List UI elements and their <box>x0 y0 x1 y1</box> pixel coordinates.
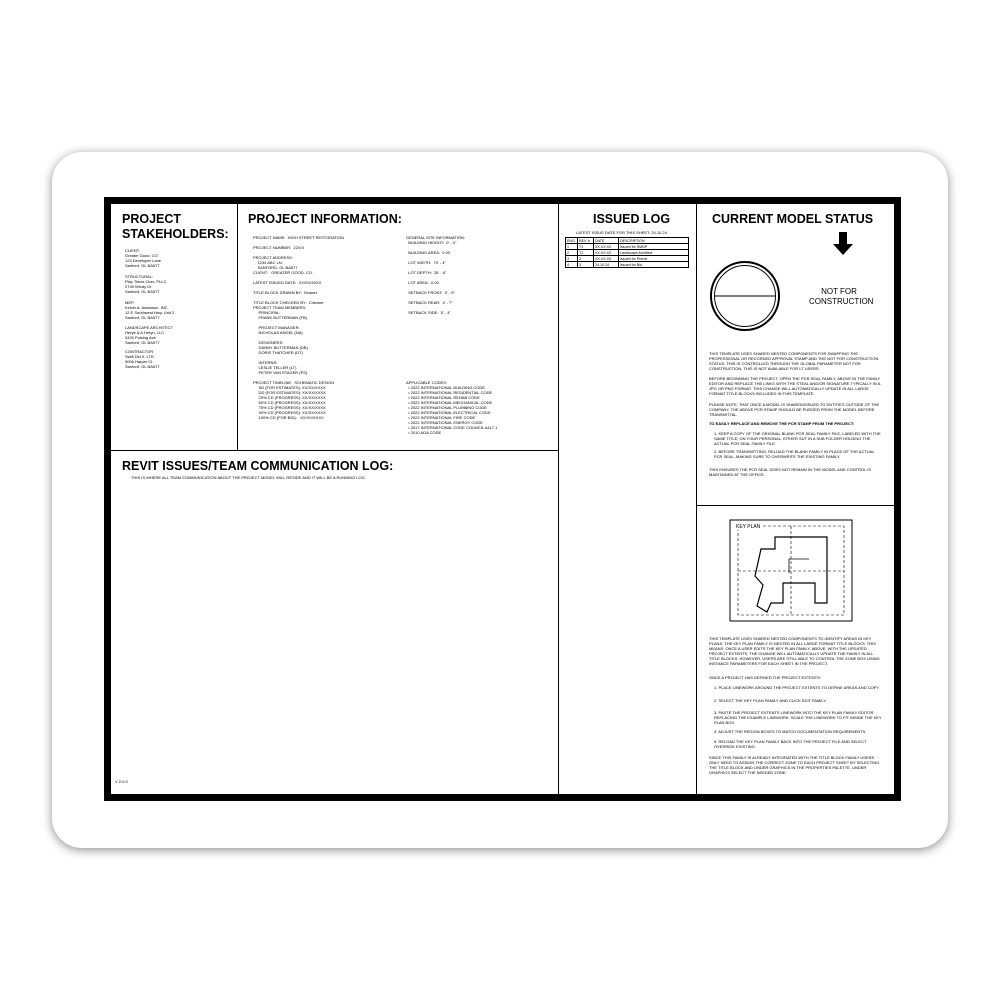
table-header: ENG <box>566 238 578 244</box>
table-cell: 3 <box>566 256 578 262</box>
key-plan-note: 4. ADJUST THE REGION BOXES TO MATCH DOCUMENTATION REQUIREMENTS. <box>714 729 867 734</box>
stakeholders-title-line1: PROJECT <box>122 212 182 226</box>
table-cell: 3 <box>578 256 594 262</box>
model-status-title: CURRENT MODEL STATUS <box>712 212 874 226</box>
issued-log-title: ISSUED LOG <box>593 212 671 226</box>
table-cell: XX.XX.XX <box>594 256 619 262</box>
table-cell: Issued for SMDP <box>619 244 689 250</box>
stakeholder-landscape: LANDSCAPE ARCHITECT Herye & A Heryn, LLC 3420 Pulsing Ave Sanford, GL BA577 <box>125 325 174 345</box>
table-cell: Issued for Permit <box>619 256 689 262</box>
divider-status-horizontal <box>696 505 894 506</box>
divider-info <box>558 204 559 794</box>
model-status-note: 1. KEEP A COPY OF THE ORIGINAL BLANK PCR SEAL FAMILY FILE, LABELED WITH THE SAME TITLE, ON YOUR PERSONAL, EITHER SUT IN A SUB FOLDER HOLDING THE ACTUAL PCR SEAL FAMILY FILE. <box>714 431 881 446</box>
applicable-codes: APPLICABLE CODES: • 2022 INTERNATIONAL BUILDING CODE • 2022 INTERNATIONAL RESIDENTIAL CODE • 2022 INTERNATIONAL REHAB CODE • 2022 INTERNATIONAL MECHANICAL CODE • 2022 INTERNATIONAL PLUMBING CODE • 2022 INTERNATIONAL ELECTRICAL CODE • 2022 INTERNATIONAL FIRE CODE • 2022 INTERNATIONAL ENERGY CODE • 2017 INTERNATIONAL CODE COUNCIL A117.1 • 2010 ADA CODE <box>406 380 498 435</box>
key-plan-label: KEY PLAN <box>736 524 761 530</box>
model-status-note: BEFORE BEGINNING THE PROJECT, OPEN THE PCR SEAL FAMILY, ABOVE IN THE FAMILY EDITOR AND REPLACE THE LINKS WITH THE STEAL AND/OR SIGNATURE TYPICALLY IN A JPG OR PNG FORMAT. THIS CHANGE WILL AUTOMATICALLY UPDATE IN ALL LARGE FORMAT TITLE BLOCKS INCLUDED IN THIS TEMPLATE. <box>709 376 881 396</box>
stakeholder-mep: MEP: Kelvin A. Adamson, INC 12 E Southwest Hwy, Unit 2 Sanford, GL BA577 <box>125 300 175 320</box>
project-info-title: PROJECT INFORMATION: <box>248 212 402 226</box>
stakeholder-client: CLIENT: Greater Good, CO 123 Developer Lane Sanford, GL BA577 <box>125 248 162 268</box>
seal-stamp-icon <box>709 260 781 332</box>
version-label: V 2.0.0 <box>115 779 128 784</box>
divider-log <box>696 204 697 794</box>
table-row <box>566 262 689 268</box>
table-cell: 3 <box>578 262 594 268</box>
table-cell: XX.XX.XX <box>594 250 619 256</box>
model-status-note: TO EASILY REPLACE AND REMOVE THE PCR STAMP FROM THE PROJECT: <box>709 421 855 426</box>
table-header: REV. # <box>578 238 594 244</box>
key-plan-note: THIS TEMPLATE USES SHARED NESTED COMPONENTS TO IDENTIFY AREAS IN KEY PLANS. THE KEY PLAN FAMILY IS NESTED IN ALL LARGE FORMAT TITLE BLOCKS. THIS MEANS, ONCE A USER EDITS THE KEY PLAN FAMILY, ABOVE, WITH THE UPDATED PROJECT EXTENTS, THE CHANGE WILL AUTOMATICALLY UPDATE THE FAMILY IN ALL TITLE BLOCKS. HOWEVER, USERS ARE STILL ABLE TO CONTROL THE ZONE BOX USING INSTANCE PARAMETERS FOR EACH SHEET IN THE PROJECT. <box>709 636 880 666</box>
general-site-info: GENERAL SITE INFORMATION: BUILDING HEIGHT: 0' - 0" BUILDING AREA: 0.00 LOT WIDTH: 70' - 4" LOT DEPTH: 26' - 6" LOT AREA: 0.00 SETBACK FRONT: 5' - 5" SETBACK REAR: 4' - 7" SETBACK SIDE: 5' - 4" <box>406 235 465 315</box>
model-status-note: THIS ENSURES THE PCR SEAL DOES NOT REMAIN IN THE MODEL AND CONTROL IS MAINTAINED AT THE OFFICE. <box>709 467 872 477</box>
key-plan-note: 5. RELOAD THE KEY PLAN FAMILY BACK INTO THE PROJECT FILE AND SELECT OVERRIDE EXISTING. <box>714 739 867 749</box>
table-cell: Landscape Architect <box>619 250 689 256</box>
issued-log-latest-date: LATEST ISSUE DATE FOR THIS SHEET: 24.10.24 <box>576 230 667 235</box>
key-plan-diagram <box>729 519 853 622</box>
key-plan-note: 2. SELECT THE KEY PLAN FAMILY AND CLICK EDIT FAMILY. <box>714 698 827 703</box>
title-block-inner <box>111 204 894 794</box>
table-cell: 1 <box>566 244 578 250</box>
model-status-note: 2. BEFORE TRANSMITTING, RELOAD THE BLANK FAMILY IN PLACE OF THE ACTUAL PCR SEAL, MAKING SURE TO OVERWRITE THE EXISTING FAMILY. <box>714 449 875 459</box>
stakeholder-structural: STRUCTURAL: Play Times Over, PLLC 2749 Windy Dr Sanford, GL BA577 <box>125 274 167 294</box>
table-cell: 24.10.24 <box>594 262 619 268</box>
table-cell: 4 <box>566 262 578 268</box>
model-status-note: THIS TEMPLATE USES SHARED NESTED COMPONENTS FOR SWAPPING THE PROFESSIONAL OR RECORDED APPROVAL STAMP AND THE NOT FOR CONSTRUCTION STATUS. THIS IS CONTROLLED THROUGH THE GLOBAL PARAMETER NOT FOR CONSTRUCTION. THIS IS NOT AVAILABLE FOR LT USERS. <box>709 351 879 371</box>
revit-log-note: THIS IS WHERE ALL TEAM COMMUNICATION ABOUT THE PROJECT MODEL WILL RESIDE AND IT WILL BE A RUNNING LOG. <box>131 475 366 480</box>
revit-log-title: REVIT ISSUES/TEAM COMMUNICATION LOG: <box>122 459 394 473</box>
stakeholder-contractor: CONTRACTOR: Swift Dirt II, LTD 3006 Harper Ct Sanford, GL BA577 <box>125 349 160 369</box>
title-block-sheet <box>104 197 901 801</box>
table-cell: 2 <box>566 250 578 256</box>
table-cell: T1 <box>578 244 594 250</box>
issued-log-table <box>565 237 689 268</box>
table-cell: XX.XX.XX <box>594 244 619 250</box>
key-plan-note: 1. PLACE LINEWORK AROUND THE PROJECT EXTENTS TO DEFINE AREAS AND COPY. <box>714 685 880 690</box>
stakeholders-title-line2: STAKEHOLDERS: <box>122 227 229 241</box>
table-header: DATE <box>594 238 619 244</box>
table-cell: Issued for Bid <box>619 262 689 268</box>
divider-stakeholders <box>237 204 238 450</box>
not-for-construction-label: NOT FOR CONSTRUCTION <box>809 287 874 306</box>
table-header: DESCRIPTION <box>619 238 689 244</box>
key-plan-note: SINCE THIS FAMILY IS ALREADY INTEGRATED WITH THE TITLE BLOCK FAMILY USERS ONLY NEED TO ASSIGN THE CORRECT ZONE TO EACH PROJECT SHEET BY SELECTING THE TITLE BLOCK AND UNDER GRAPHICS IN THE PROPERTIES PALETTE, UNDER GRAPHICS SELECT THE NEEDED ZONE. <box>709 755 880 775</box>
model-status-note: PLEASE NOTE, THAT ONCE A MODEL IS SHARED/ISSUED TO ENTITIES OUTSIDE OF THE COMPANY, THE ABOVE PCR STAMP SHOULD BE PURGED FROM THE MODEL BEFORE TRANSMITTAL. <box>709 402 880 417</box>
project-timeline: PROJECT TIMELINE: SCHEMATIC DESIGN SD (FOR ESTIMATES): XX/XX/XXXX DD (FOR ESTIMATES): XX/XX/XXXX 25% CD (PROGRESS): XX/XX/XXXX 50% CD (PROGRESS): XX/XX/XXXX 75% CD (PROGRESS): XX/XX/XXXX 90% CD (PROGRESS): XX/XX/XXXX 100% CD (FOR BID): XX/XX/XXXX <box>253 380 335 420</box>
project-team-members: PROJECT TEAM MEMBERS: PRINCIPAL: FRANK BUTTERMAN (FB) PROJECT MANAGER: NICHOLAS ANGEL (NA) DESIGNERS: DANNY BUTTERMAN (DB) DORIS THATCHER (DT) INTERNS: LESLIE TELLER (LT) PETER VAN STAGER (PS) <box>253 305 308 375</box>
key-plan-note: ONCE A PROJECT HAS DEFINED THE PROJECT EXTENTS: <box>709 675 822 680</box>
arrow-down-icon <box>832 232 854 256</box>
key-plan-note: 3. PASTE THE PROJECT EXTENTS LINEWORK INTO THE KEY PLAN FAMILY EDITOR. REPLACING THE EXAMPLE LINEWORK. SCALE THE LINEWORK TO FIT INSIDE THE KEY PLAN BOX. <box>714 710 882 725</box>
divider-main-horizontal <box>111 450 558 451</box>
table-cell: T2 <box>578 250 594 256</box>
project-info-left: PROJECT NAME: HIGH STREET RESTORATION PROJECT NUMBER: 22/XX PROJECT ADDRESS: 1234 ABC LN. SANFORD, GL BA577 CLIENT: GREATER GOOD, CO. LATEST ISSUED DATE: XX/XX/20XX TITLE BLOCK DRAWN BY: Drawer TITLE BLOCK CHECKED BY: Checker <box>253 235 345 305</box>
